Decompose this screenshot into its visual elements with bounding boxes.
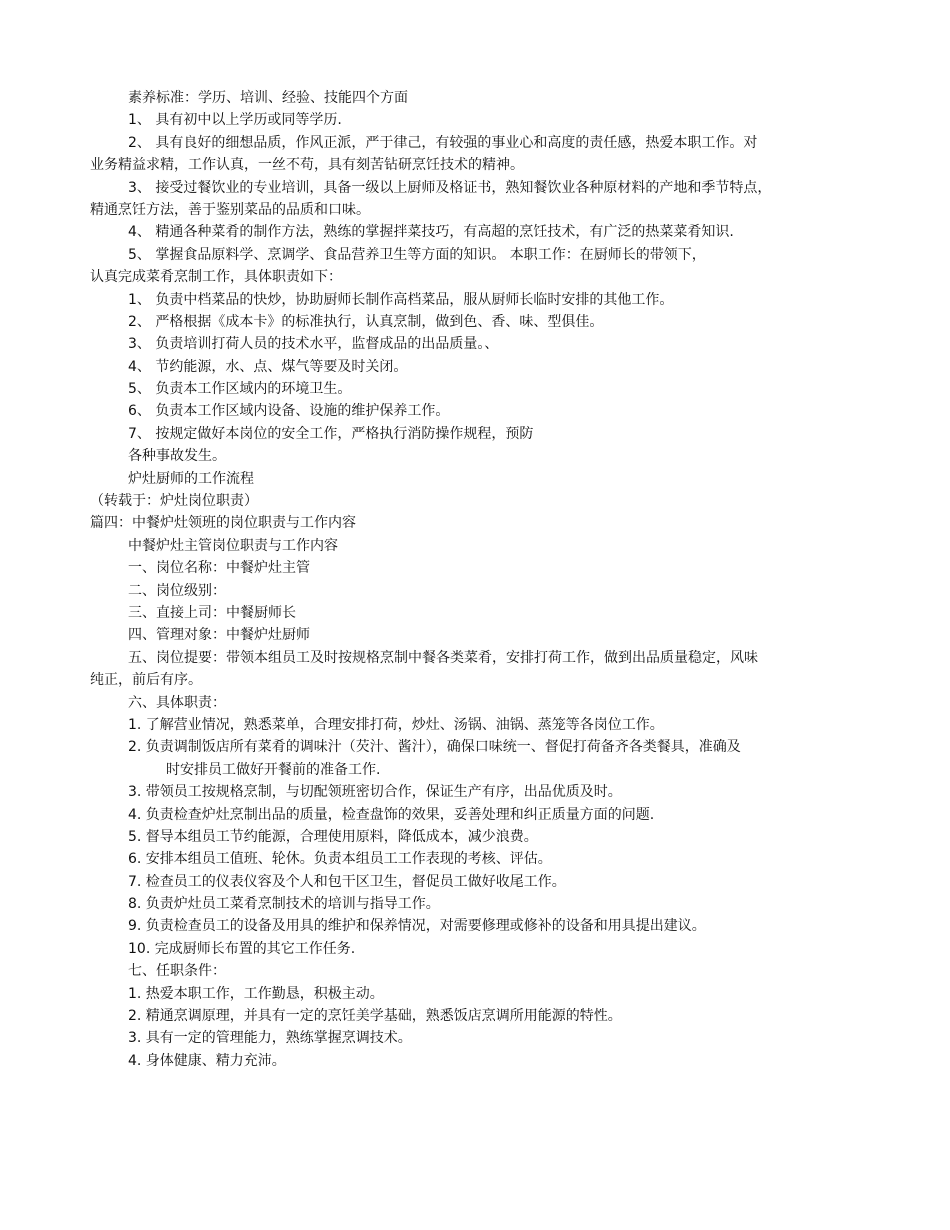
text-line: （转载于：炉灶岗位职责） xyxy=(90,493,258,510)
text-line: 3. 具有一定的管理能力，熟练掌握烹调技术。 xyxy=(128,1030,412,1047)
text-line: 五、岗位提要：带领本组员工及时按规格烹制中餐各类菜肴，安排打荷工作，做到出品质量稳定，风味 xyxy=(128,649,758,666)
text-line: 2. 负责调制饭店所有菜肴的调味汁（芡汁、酱汁），确保口味统一、督促打荷备齐各类餐具，准确及 xyxy=(128,739,741,756)
text-line: 1. 热爱本职工作，工作勤恳，积极主动。 xyxy=(128,985,384,1002)
text-line: 二、岗位级别： xyxy=(128,582,226,599)
text-line: 10. 完成厨师长布置的其它工作任务. xyxy=(128,940,356,957)
text-line: 各种事故发生。 xyxy=(128,448,226,465)
text-line: 1、 负责中档菜品的快炒，协助厨师长制作高档菜品，服从厨师长临时安排的其他工作。 xyxy=(128,291,674,308)
text-line: 3. 带领员工按规格烹制，与切配领班密切合作，保证生产有序，出品优质及时。 xyxy=(128,784,622,801)
text-line: 4. 身体健康、精力充沛。 xyxy=(128,1052,286,1069)
text-line: 1. 了解营业情况，熟悉菜单，合理安排打荷，炒灶、汤锅、油锅、蒸笼等各岗位工作。 xyxy=(128,716,664,733)
text-line: 素养标准：学历、培训、经验、技能四个方面 xyxy=(128,90,408,106)
text-line: 3、 负责培训打荷人员的技术水平，监督成品的出品质量。、 xyxy=(128,336,499,353)
text-line: 6、 负责本工作区域内设备、设施的维护保养工作。 xyxy=(128,403,450,420)
document-page xyxy=(90,87,875,1072)
text-line: 时安排员工做好开餐前的准备工作. xyxy=(166,761,381,778)
text-line: 精通烹饪方法，善于鉴别菜品的品质和口味。 xyxy=(90,201,370,218)
text-line: 4、 精通各种菜肴的制作方法，熟练的掌握拌菜技巧，有高超的烹饪技术，有广泛的热菜菜肴知识. xyxy=(128,224,734,241)
text-line: 4、 节约能源，水、点、煤气等要及时关闭。 xyxy=(128,358,408,375)
text-line: 6. 安排本组员工值班、轮休。负责本组员工工作表现的考核、评估。 xyxy=(128,851,552,868)
text-line: 炉灶厨师的工作流程 xyxy=(128,470,254,487)
text-line: 四、管理对象：中餐炉灶厨师 xyxy=(128,627,310,644)
text-line: 2、 具有良好的细想品质，作风正派，严于律己，有较强的事业心和高度的责任感，热爱本职工作。对 xyxy=(128,134,758,151)
text-line: 8. 负责炉灶员工菜肴烹制技术的培训与指导工作。 xyxy=(128,896,440,913)
text-line: 5、 负责本工作区域内的环境卫生。 xyxy=(128,381,352,398)
text-line: 业务精益求精，工作认真，一丝不苟，具有刻苦钻研烹饪技术的精神。 xyxy=(90,157,524,174)
text-line: 篇四：中餐炉灶领班的岗位职责与工作内容 xyxy=(90,515,356,532)
text-line: 七、任职条件： xyxy=(128,963,226,980)
text-line: 5. 督导本组员工节约能源，合理使用原料，降低成本，减少浪费。 xyxy=(128,828,538,845)
text-line: 2. 精通烹调原理，并具有一定的烹饪美学基础，熟悉饭店烹调所用能源的特性。 xyxy=(128,1008,622,1025)
text-line: 中餐炉灶主管岗位职责与工作内容 xyxy=(128,537,338,554)
text-line: 三、直接上司：中餐厨师长 xyxy=(128,604,296,621)
text-line: 4. 负责检查炉灶烹制出品的质量，检查盘饰的效果，妥善处理和纠正质量方面的问题. xyxy=(128,806,655,823)
text-line: 2、 严格根据《成本卡》的标准执行，认真烹制，做到色、香、味、型俱佳。 xyxy=(128,313,604,330)
text-line: 纯正，前后有序。 xyxy=(90,672,202,689)
text-line: 7. 检查员工的仪表仪容及个人和包干区卫生，督促员工做好收尾工作。 xyxy=(128,873,566,890)
text-line: 9. 负责检查员工的设备及用具的维护和保养情况，对需要修理或修补的设备和用具提出建议。 xyxy=(128,918,706,935)
text-line: 7、 按规定做好本岗位的安全工作，严格执行消防操作规程，预防 xyxy=(128,425,534,442)
text-line: 六、具体职责： xyxy=(128,694,226,711)
text-line: 一、岗位名称：中餐炉灶主管 xyxy=(128,560,310,577)
text-line: 认真完成菜肴烹制工作，具体职责如下： xyxy=(90,269,342,286)
text-line: 3、 接受过餐饮业的专业培训，具备一级以上厨师及格证书，熟知餐饮业各种原材料的产地和季节特点， xyxy=(128,179,772,196)
text-line: 1、 具有初中以上学历或同等学历. xyxy=(128,112,342,129)
text-line: 5、 掌握食品原料学、烹调学、食品营养卫生等方面的知识。 本职工作：在厨师长的带领下， xyxy=(128,246,706,263)
